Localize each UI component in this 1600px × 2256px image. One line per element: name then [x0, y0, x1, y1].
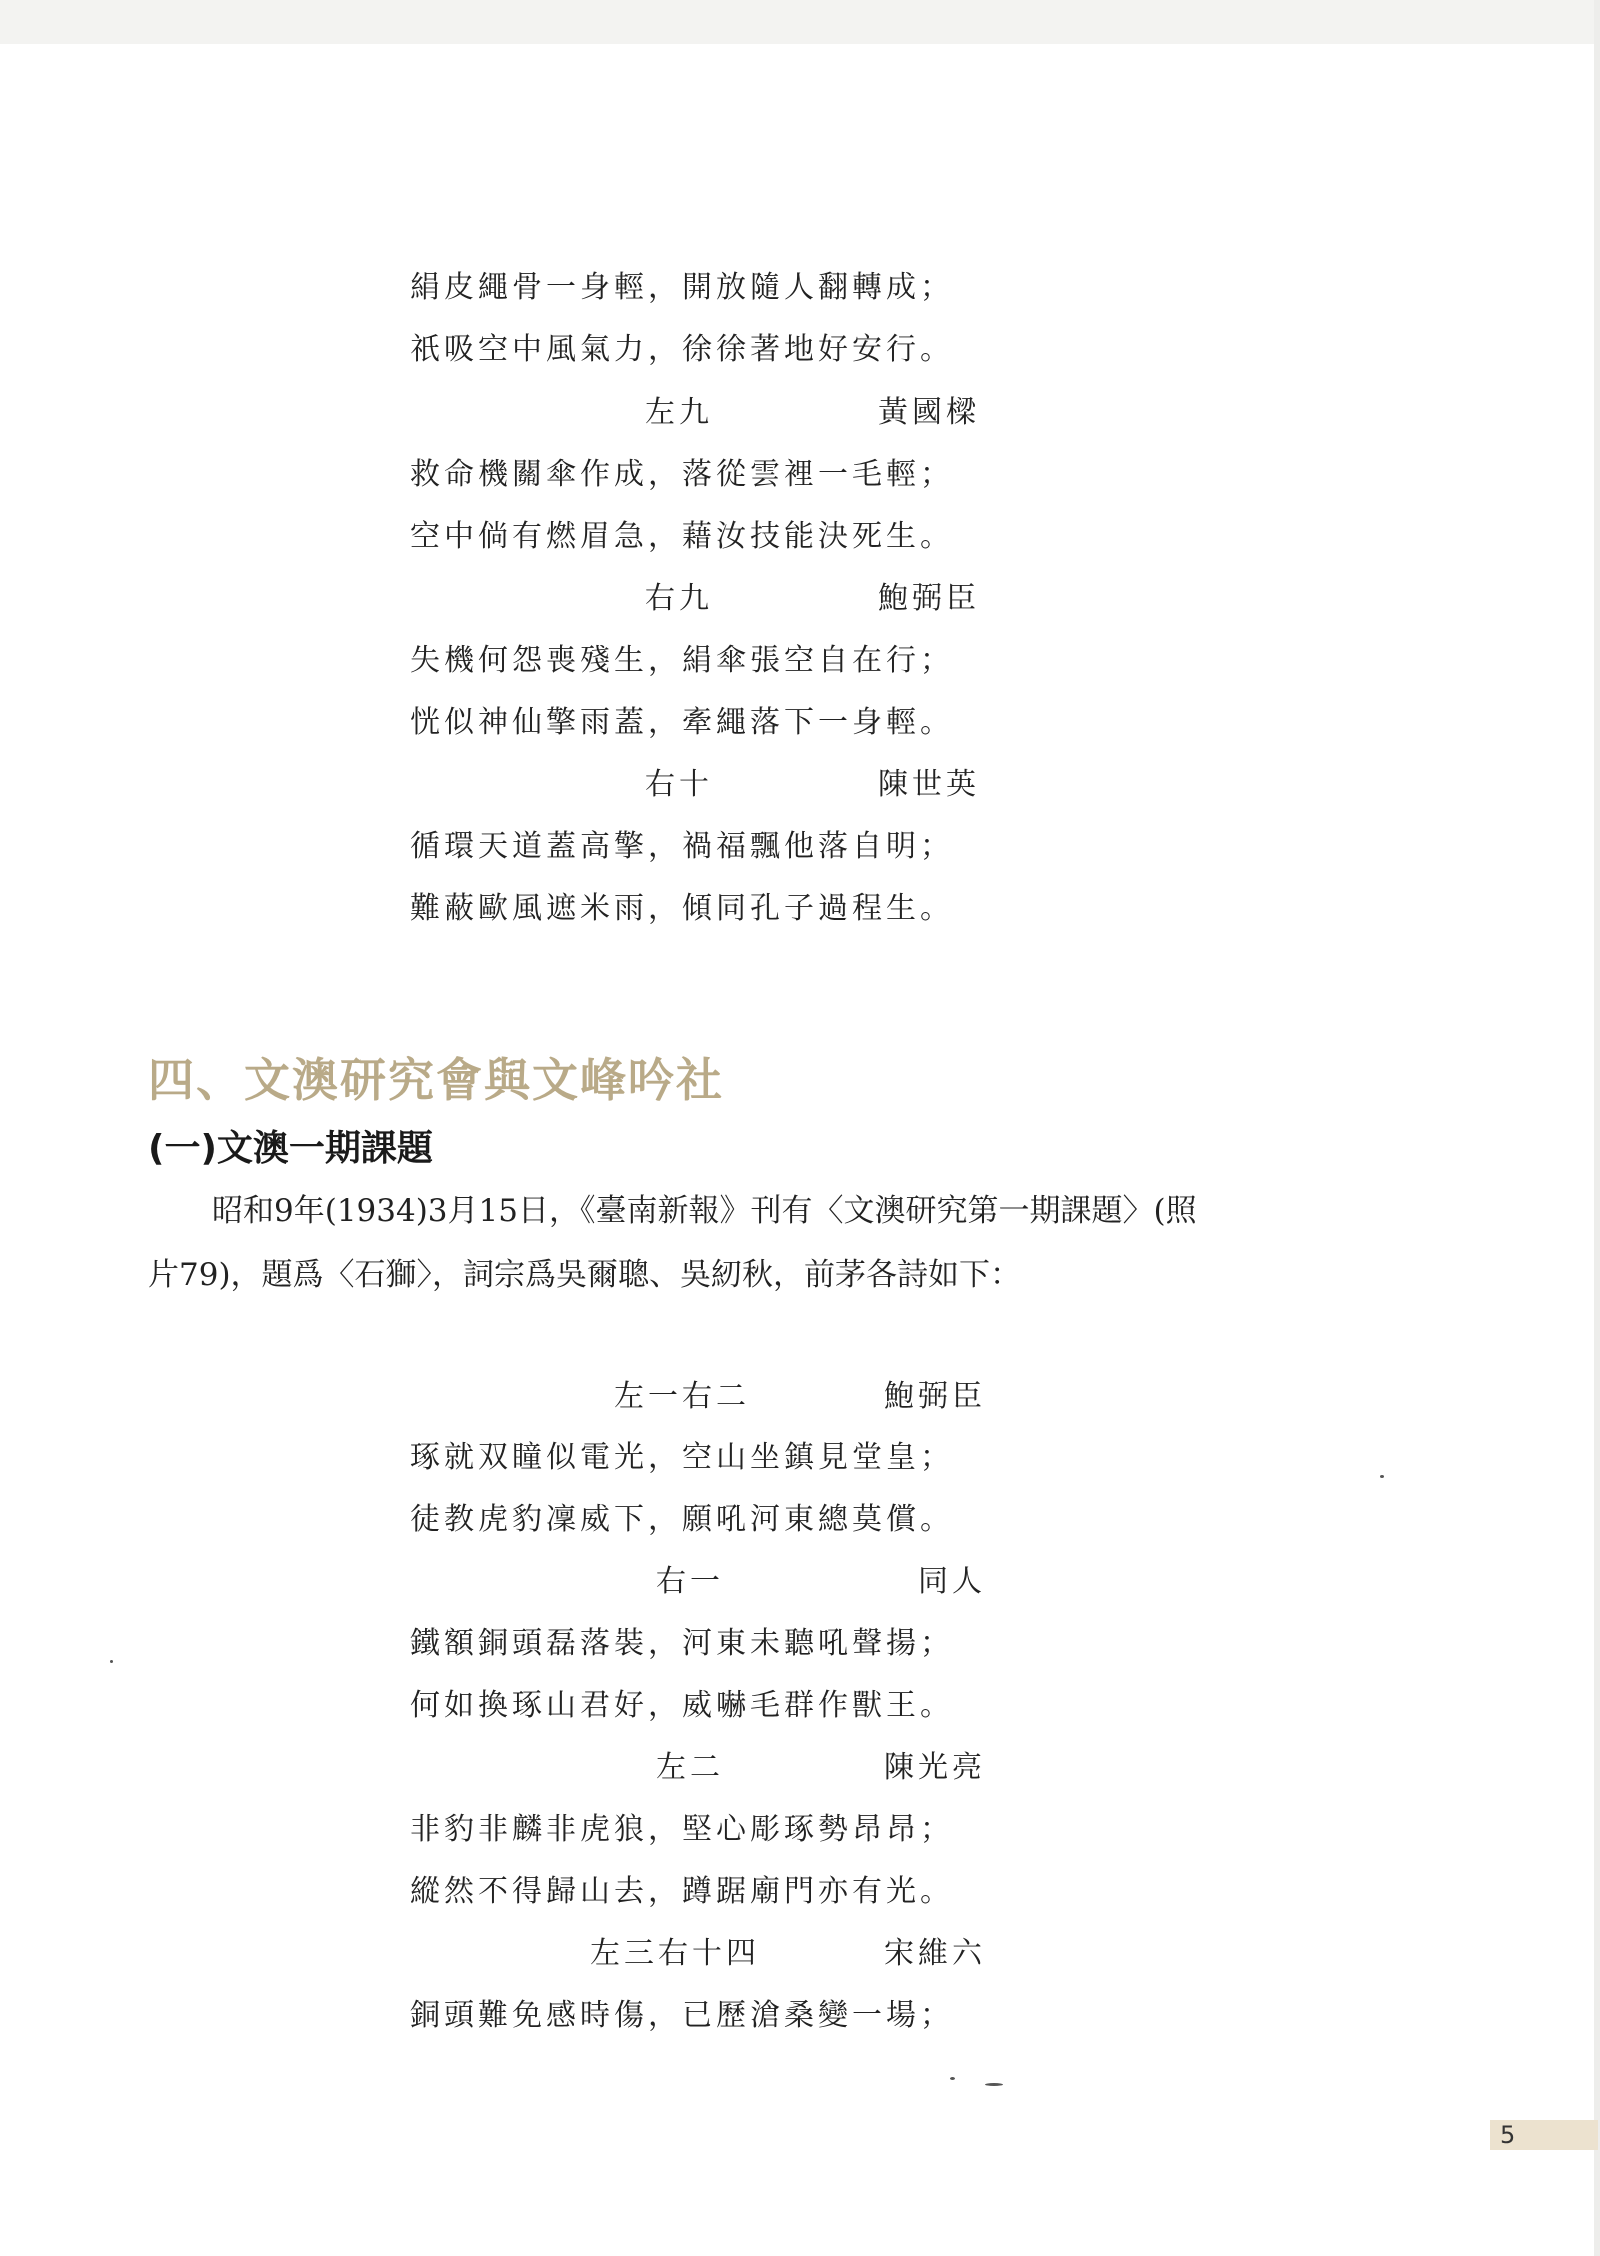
poem-line: 循環天道蓋高擎，禍福飄他落自明； — [410, 829, 954, 864]
poem-rank: 左一右二 — [614, 1379, 750, 1414]
poem-line: 絹皮繩骨一身輕，開放隨人翻轉成； — [410, 270, 954, 305]
poem-line: 救命機關傘作成，落從雲裡一毛輕； — [410, 457, 954, 492]
poem-line: 難蔽歐風遮米雨，傾同孔子過程生。 — [410, 891, 954, 926]
sub-heading: (一)文澳一期課題 — [148, 1128, 433, 1169]
paragraph-line: 片79)，題爲〈石獅〉，詞宗爲吳爾聰、吳紉秋，前茅各詩如下： — [148, 1257, 1022, 1293]
scan-speck — [950, 2077, 955, 2080]
poem-line: 失機何怨喪殘生，絹傘張空自在行； — [410, 643, 954, 678]
scan-right-edge — [1594, 0, 1600, 2256]
poem-author: 宋維六 — [884, 1936, 986, 1971]
poem-line: 琢就双瞳似電光，空山坐鎮見堂皇； — [410, 1440, 954, 1475]
poem-line: 銅頭難免感時傷，已歷滄桑變一場； — [410, 1998, 954, 2033]
poem-rank: 左九 — [645, 395, 713, 430]
poem-rank: 右十 — [645, 767, 713, 802]
page-number: 5 — [1490, 2120, 1598, 2150]
poem-author: 陳光亮 — [884, 1750, 986, 1785]
section-heading: 四、文澳研究會與文峰吟社 — [148, 1053, 724, 1107]
poem-author: 同人 — [918, 1564, 986, 1599]
poem-line: 非豹非麟非虎狼，堅心彫琢勢昂昂； — [410, 1812, 954, 1847]
poem-author: 黃國樑 — [878, 395, 980, 430]
poem-line: 徒教虎豹凜威下，願吼河東總莫償。 — [410, 1502, 954, 1537]
scan-speck — [1380, 1475, 1384, 1478]
poem-line: 祇吸空中風氣力，徐徐著地好安行。 — [410, 332, 954, 367]
poem-rank: 左三右十四 — [590, 1936, 760, 1971]
poem-line: 鐵額銅頭磊落裝，河東未聽吼聲揚； — [410, 1626, 954, 1661]
poem-rank: 左二 — [656, 1750, 724, 1785]
poem-line: 空中倘有燃眉急，藉汝技能決死生。 — [410, 519, 954, 554]
scan-top-band — [0, 0, 1600, 44]
poem-author: 鮑弼臣 — [884, 1379, 986, 1414]
scan-speck — [985, 2083, 1003, 2086]
paragraph-line: 昭和9年(1934)3月15日，《臺南新報》刊有〈文澳研究第一期課題〉(照 — [212, 1193, 1197, 1229]
poem-rank: 右一 — [656, 1564, 724, 1599]
poem-line: 何如換琢山君好，威嚇毛群作獸王。 — [410, 1688, 954, 1723]
scan-speck — [110, 1660, 113, 1663]
poem-line: 縱然不得歸山去，蹲踞廟門亦有光。 — [410, 1874, 954, 1909]
poem-rank: 右九 — [645, 581, 713, 616]
poem-author: 陳世英 — [878, 767, 980, 802]
poem-line: 恍似神仙擎雨蓋，牽繩落下一身輕。 — [410, 705, 954, 740]
poem-author: 鮑弼臣 — [878, 581, 980, 616]
